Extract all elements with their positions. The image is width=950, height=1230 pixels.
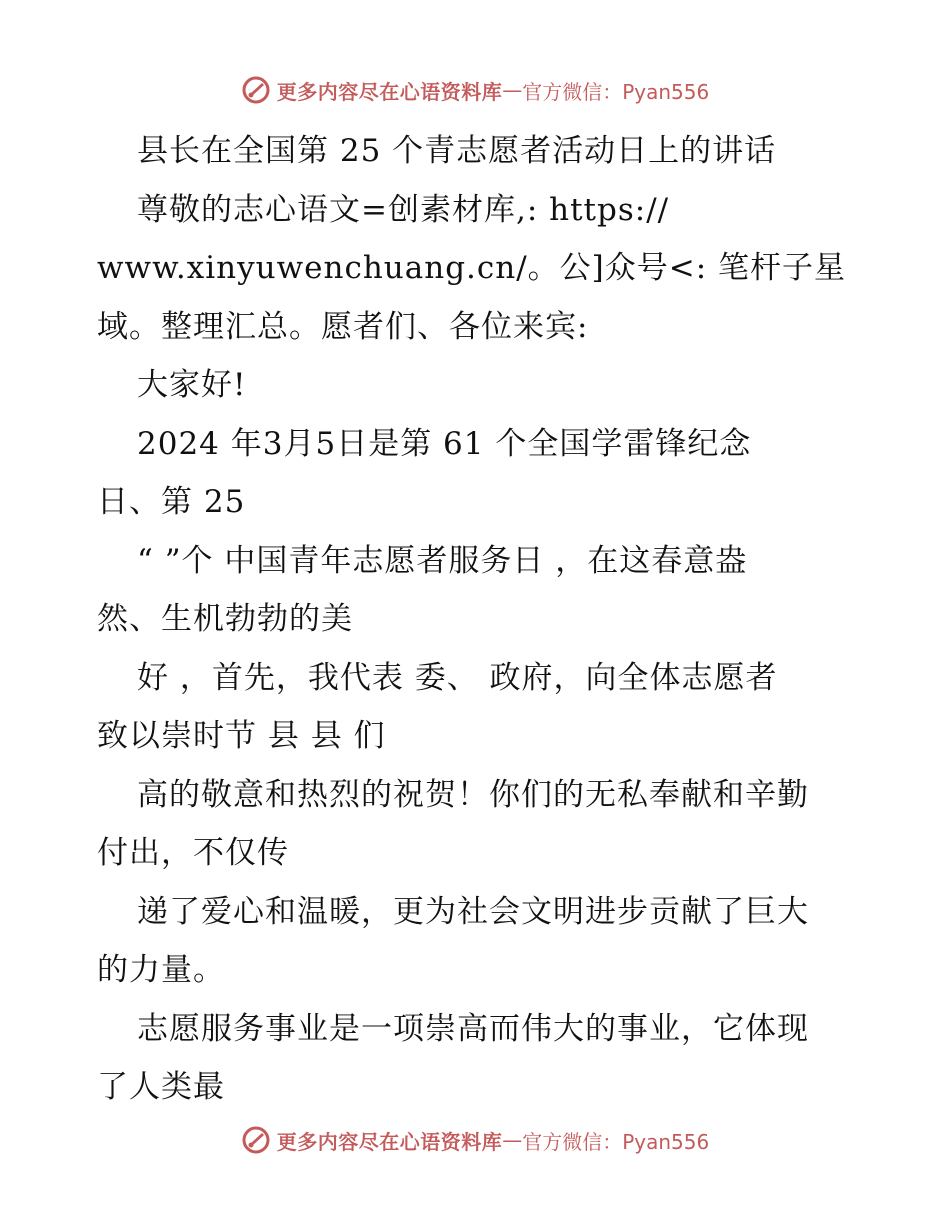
document-body	[97, 122, 867, 1117]
header-banner-wechat: 官方微信：Pyan556	[522, 79, 710, 104]
document-line: 域。整理汇总。愿者们、各位来宾:	[97, 308, 589, 345]
brush-seal-logo-icon	[241, 1125, 271, 1155]
document-line: 大家好!	[137, 367, 247, 403]
brush-seal-logo-icon	[241, 75, 271, 105]
footer-banner-wechat: 官方微信：Pyan556	[522, 1129, 710, 1154]
document-line: 尊敬的志心语文=创素材库,: https://	[137, 191, 670, 228]
document-line: 的力量。	[97, 952, 225, 988]
document-line: 日、第 25	[97, 484, 246, 520]
header-banner	[0, 70, 950, 110]
document-title: 县长在全国第 25 个青志愿者活动日上的讲话	[137, 133, 777, 169]
document-line: 递了爱心和温暖，更为社会文明进步贡献了巨大	[137, 893, 809, 930]
document-line: 付出，不仅传	[97, 835, 289, 871]
document-line: 高的敬意和热烈的祝贺！你们的无私奉献和辛勤	[137, 776, 809, 813]
document-line: www.xinyuwenchuang.cn/。公]众号<: 笔杆子星	[97, 250, 847, 286]
document-line: 2024 年3月5日是第 61 个全国学雷锋纪念	[137, 425, 752, 462]
header-banner-text: 更多内容尽在心语资料库	[276, 79, 503, 104]
header-banner-separator: —	[502, 78, 523, 102]
document-line: “ ”个 中国青年志愿者服务日 ，在这春意盎	[137, 542, 748, 579]
footer-banner-text: 更多内容尽在心语资料库	[276, 1129, 503, 1154]
document-line: 致以崇时节 县 县 们	[97, 718, 386, 754]
footer-banner	[0, 1120, 950, 1160]
document-line: 了人类最	[97, 1069, 225, 1105]
footer-banner-separator: —	[502, 1128, 523, 1152]
document-line: 然、生机勃勃的美	[97, 601, 353, 637]
document-line: 志愿服务事业是一项崇高而伟大的事业，它体现	[137, 1010, 809, 1047]
document-line: 好 ，首先，我代表 委、 政府，向全体志愿者	[137, 659, 778, 696]
